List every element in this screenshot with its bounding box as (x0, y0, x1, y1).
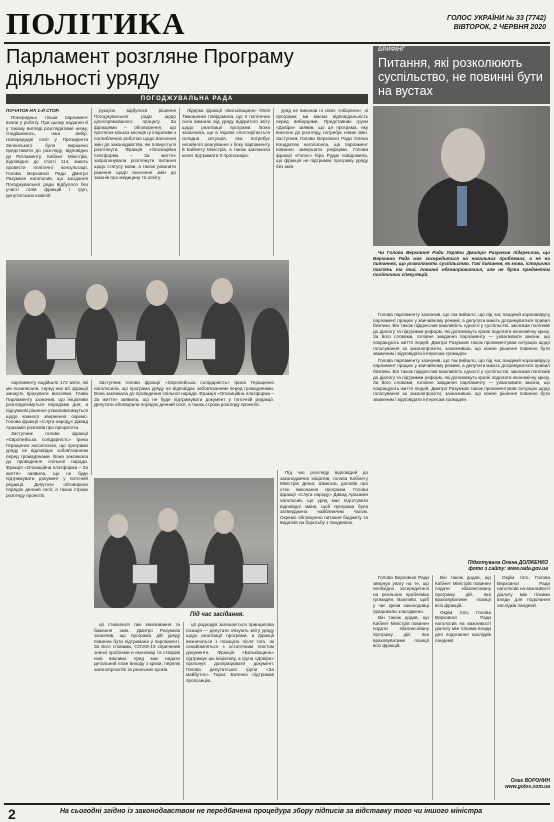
column-text: Попередньо тільки парламент взяли у роботу. При цьому надання й у такому вигляді розглядатиме низку, сподіваємось, наш вибір. Напередодні сесії у Президента Зеленського було вирішено представити до розгляду, відповідно до Регламенту. Кабінет Міністрів, відповідно до статті 114, мають провести політичні консультації. Голова Верховної Ради Дмитро Разумков наголосив, що засідання Погоджувальної ради відбулося без участі голів фракцій і груп, депутатських комісій. (6, 114, 88, 198)
footer-rule (4, 803, 550, 805)
column-text: ції раднадій залишається принципова позиція — депутати очікують звіту уряду щодо реалізації програми, а фракції визначаться з позицією після того, як ознайомляться з остаточним текстом документа. Фракція «Батьківщина» підтримує цю ініціативу, а група «Довіра» пропонує доопрацювати документ. Голова депутатської групи «За майбутнє» Тарас Батенко підтримав пропозицію. (186, 622, 274, 683)
column-text: ції стикалися такі хвилювання та бажання змін. Дмитро Разумков зазначив, що програма дій уряду повинна бути підтримана у парламенті. За його словами, COVID-19 спричинив значні проблеми в економіці та створив нові виклики. Уряд має надати детальний план виходу з кризи, перелік законопроєктів та реальних кроків. (94, 622, 180, 672)
column-divider (273, 108, 274, 256)
main-headline: Парламент розгляне Програму діяльності уряду (6, 46, 294, 90)
column-divider (179, 108, 180, 256)
lead-label: ПОЧАТОК НА 1-Й СТОР. (6, 108, 60, 113)
masthead (4, 4, 550, 44)
column-text: рукцією відбулося рішення Погоджувальної ради щодо цілеспрямованого процесу. За фракціями – обговорення, що протягом кількох місяців ці ініціативи з поглибленою роботою щодо внесення змін до законодавства, які планується розглянути. Фракція «Опозиційна платформа – За життя» запропонувала розглянути питання щодо статусу мови, а також ухвалити рішення щодо внесення змін до законів про медицину та освіту. (94, 108, 176, 181)
right-column-b (435, 575, 491, 800)
article-column-8 (186, 622, 274, 800)
brief-body-text: Голова парламенту зазначив, що так вийшло, що під час пандемії коронавірусу парламент працює у звичайному режимі, а депутати мають дотримуватися правил безпеки. Він також підкреслив важливість єдності у суспільстві, закликав політиків до діалогу та підтримки реформ, які допоможуть країні подолати економічну кризу. За його словами, головне завдання парламенту — ухвалювати закони, що покращують життя людей. Дмитро Разумков також прокоментував ситуацію щодо голосування за законопроєкти, зазначивши, що кожне рішення повинно бути зваженим і відповідати інтересам громадян. (373, 357, 550, 402)
article-column-3 (182, 108, 270, 256)
article-column-5 (6, 380, 88, 800)
right-source: www.golos.com.ua (504, 784, 550, 790)
right-column-c (497, 575, 550, 775)
article-column-1 (6, 108, 88, 256)
column-text: Заступник голови фракції «Європейська солідарність» Ірина Геращенко наголосила, що програма уряду не відповідає зобов'язанням перед громадянами. Вона закликала до проведення спільної наради. Фракція «Опозиційна платформа – За життя» заявила, що не буде підтримувати документ у поточній редакції. Депутати обговорили порядок денний сесії, а також строки розгляду проектів. (94, 380, 274, 408)
section-title: ПОЛІТИКА (6, 6, 186, 41)
column-text: Лідерка фракції «Батьківщина» Юлія Тимошенко повідомила, що її політична сила вимагає від уряду відкритого звіту щодо реалізації програми. Вона зазначила, що в Україні спостерігається складна ситуація, яка потребує негайного реагування з боку парламенту й Кабінету Міністрів, а також закликала колег підтримати її пропозицію. (182, 108, 270, 158)
brief-source: фото з сайту: www.rada.gov.ua (468, 566, 548, 572)
footer-disclaimer: На сьогодні згідно із законодавством не передбачена процедура збору підписів за відставку того чи іншого міністра (60, 808, 483, 815)
column-divider (183, 622, 184, 800)
column-text: Окрім того, Голова Верховної Ради наголосив на важливості діалогу між гілками влади для подолання наслідків пандемії. (435, 609, 491, 643)
page-number: 2 (8, 806, 16, 822)
speaker-photo (373, 106, 550, 246)
brief-credits (430, 560, 548, 572)
column-text: Він також додав, що Кабінет Міністрів повинен подати збалансовану програму дій, яка враховуватиме позиції всіх фракцій. (435, 575, 491, 608)
column-text: уряд не виконав ні своїх «обіцянок», ні програми; ми маємо відповідальність перед виборцями. Представник групи «Довіра» заявив, що ця програма, яку внесено до розгляду, потребує нових змін. Заступник Голови Верховної Ради Олена Кондратюк наголосила, що парламент повинен завершити реформи. Голова фракції «Голос» Кіра Рудик повідомила, що фракція не підтримає програму уряду без змін. (276, 108, 368, 169)
column-text: Окрім того, Голова Верховної Ради наголосив на важливості діалогу між гілками влади для подолання наслідків пандемії. (497, 575, 550, 608)
column-text: Заступник голови фракції «Європейська солідарність» Ірина Геращенко наголосила, що програма уряду не відповідає зобов'язанням перед громадянами. Вона закликала до проведення спільної наради. Фракція «Опозиційна платформа – За життя» заявила, що не буде підтримувати документ у поточній редакції. Депутати обговорили порядок денний сесії, а також строки розгляду проектів. (6, 431, 88, 498)
column-text: парламенту надійшло 172 звіти, які ми позаписали, серед них всі фракції зможуть врахувати висновки. Глава Парламенту зазначив, що ініціативи розглядатимуться впродовж дня, а підсумкові рішення ухвалюватимуться щодо кожного звернення окремо. Голова фракції «Слуга народу» Давид Арахамія розповів про пріоритети. (6, 380, 88, 430)
brief-tag: БРИФІНГ (378, 47, 405, 53)
article-column-7 (94, 622, 180, 800)
article-column-9 (280, 470, 368, 800)
column-divider (432, 575, 433, 800)
byline-bar: ПОГОДЖУВАЛЬНА РАДА (6, 94, 368, 104)
column-divider (277, 470, 278, 800)
column-text: Під час розгляду відповідей до законодавчих ініціатив, голова Кабінету Міністрів Денис Шмигаль доповів про стан виконання програми. Голова фракції «Слуга народу» Давид Арахамія наголосив, що уряд має підготувати відповідні зміни, щоб програма була затверджена найближчим часом. Окремо обговорено питання бюджету та видатків на боротьбу з пандемією. (280, 470, 368, 526)
column-divider (91, 380, 92, 475)
parliament-photo-2 (94, 478, 274, 608)
column-divider (494, 575, 495, 800)
article-column-2 (94, 108, 176, 256)
brief-lead (373, 250, 550, 310)
article-column-4 (276, 108, 368, 468)
column-divider (91, 108, 92, 256)
article-column-6 (94, 380, 274, 475)
right-column-a (373, 575, 429, 800)
parliament-photo-1 (6, 260, 289, 375)
paper-name: ГОЛОС УКРАЇНИ № 33 (7742) (446, 15, 546, 22)
right-author: Олег ВОРОНИН (510, 778, 550, 784)
brief-body-text: Голова парламенту зазначив, що так вийшло, що під час пандемії коронавірусу парламент працює у звичайному режимі, а депутати мають дотримуватися правил безпеки. Він також підкреслив важливість єдності у суспільстві, закликав політиків до діалогу та підтримки реформ, які допоможуть країні подолати економічну кризу. За його словами, головне завдання парламенту — ухвалювати закони, що покращують життя людей. Дмитро Разумков також прокоментував ситуацію щодо голосування за законопроєкти, зазначивши, що кожне рішення повинно бути зваженим і відповідати інтересам громадян. (373, 312, 550, 357)
brief-author: Підготувала Олена ДОЛЖЕНКО (467, 560, 548, 566)
brief-headline: Питання, які розколюють суспільство, не повинні бути на вустах (378, 56, 543, 98)
right-credits (497, 778, 550, 790)
column-text: Голова Верховної Ради звернув увагу на те, що необхідно зосередитися на реальних проблемах громадян. Важливо, щоб у час кризи законодавці працювали злагоджено. (373, 575, 429, 614)
brief-body (373, 312, 550, 560)
column-text: Він також додав, що Кабінет Міністрів повинен подати збалансовану програму дій, яка враховуватиме позиції всіх фракцій. (373, 615, 429, 649)
paper-issue (447, 14, 546, 32)
photo-caption: Під час засідання. (190, 612, 245, 618)
issue-date: ВІВТОРОК, 2 ЧЕРВНЯ 2020 (453, 24, 546, 31)
brief-lead-text: Чи Голова Верховної Ради України Дмитро Разумков підкреслив, що Верховна Рада має зосередитися на нагальних проблемах, а не на питаннях, що розколюють суспільство. Такі питання, як мова, історична пам'ять та інші, повинні обговорюватися, але не бути предметом політичних спекуляцій. (373, 250, 550, 278)
